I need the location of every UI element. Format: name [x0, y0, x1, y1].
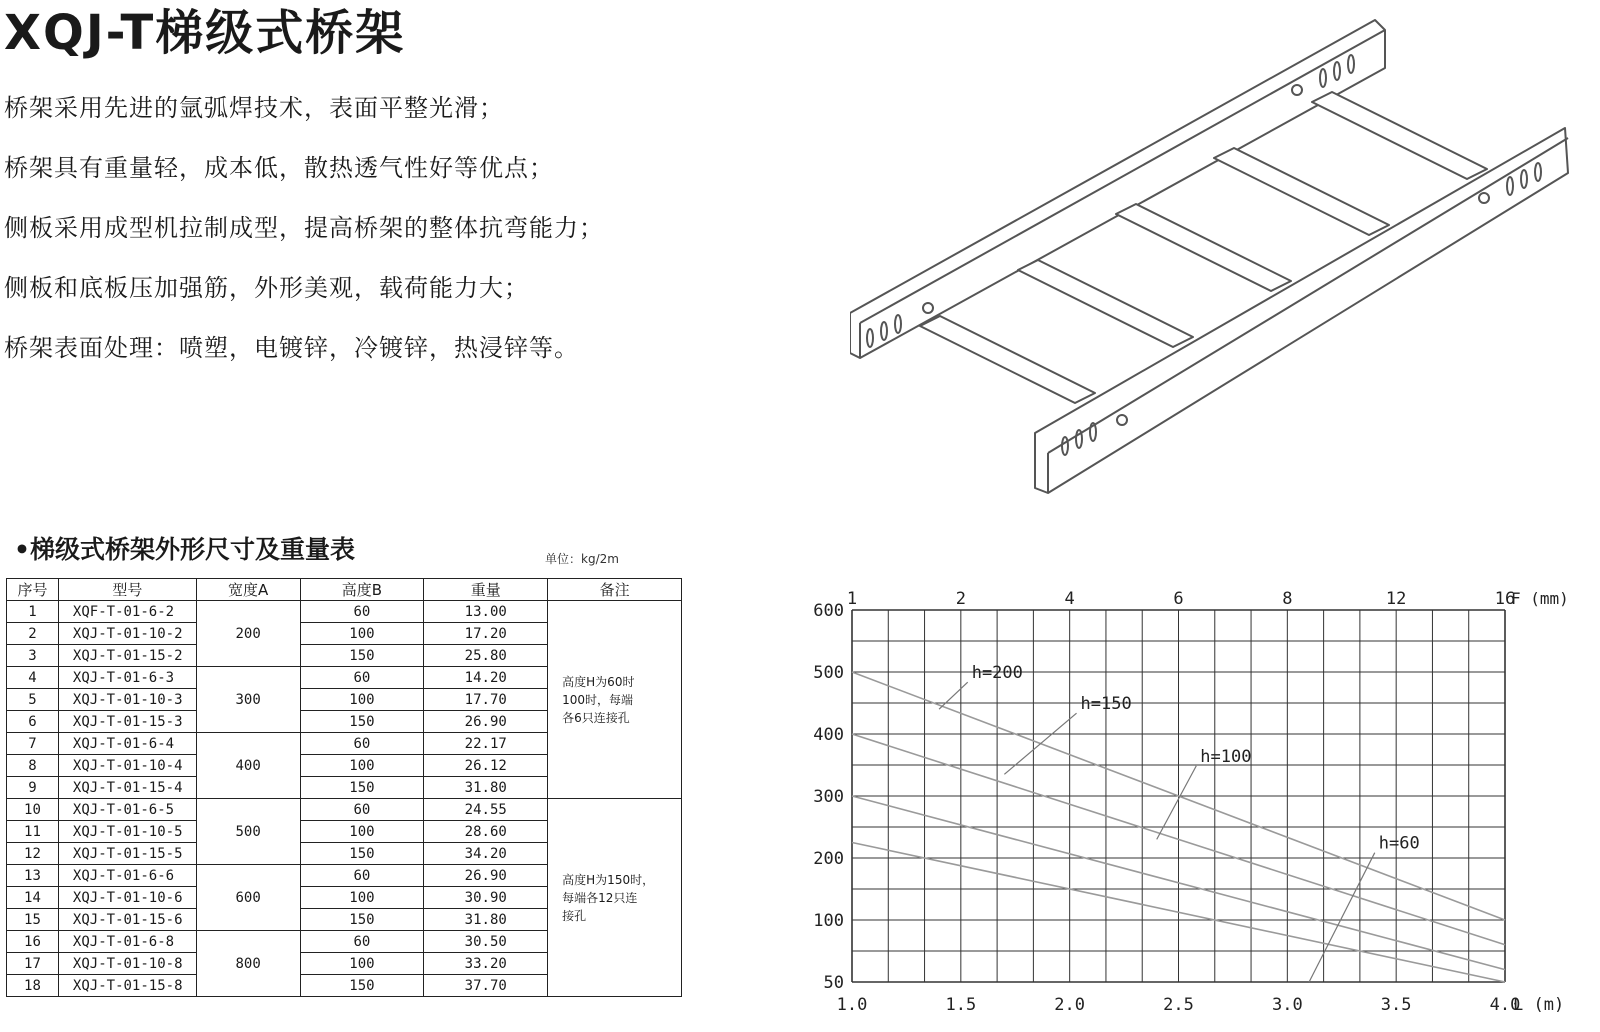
table-row — [7, 799, 682, 821]
row-number-cell: 9 — [7, 777, 59, 799]
remark-line: 各6只连接孔 — [562, 710, 630, 725]
feature-item: 桥架表面处理：喷塑，电镀锌，冷镀锌，热浸锌等。 — [4, 334, 579, 362]
row-number-cell: 14 — [7, 887, 59, 909]
remark-line: 100时，每端 — [562, 692, 634, 707]
row-number-cell: 6 — [7, 711, 59, 733]
height-cell: 100 — [300, 887, 424, 909]
feature-item: 桥架具有重量轻，成本低，散热透气性好等优点； — [4, 154, 554, 182]
y-tick-label: 500 — [813, 663, 844, 683]
column-header: 重量 — [424, 579, 548, 601]
model-cell: XQJ-T-01-15-3 — [58, 711, 196, 733]
weight-cell: 26.90 — [424, 711, 548, 733]
top-axis-label: F (mm) — [1511, 590, 1569, 608]
height-cell: 60 — [300, 799, 424, 821]
top-tick-label: 1 — [846, 590, 858, 609]
width-cell: 200 — [196, 601, 300, 667]
model-cell: XQJ-T-01-10-6 — [58, 887, 196, 909]
model-cell: XQJ-T-01-15-8 — [58, 975, 196, 997]
weight-cell: 31.80 — [424, 909, 548, 931]
width-cell: 600 — [196, 865, 300, 931]
height-cell: 100 — [300, 623, 424, 645]
series-label: h=100 — [1200, 746, 1252, 767]
row-number-cell: 18 — [7, 975, 59, 997]
row-number-cell: 11 — [7, 821, 59, 843]
feature-item: 侧板和底板压加强筋，外形美观，载荷能力大； — [4, 274, 529, 302]
weight-cell: 17.70 — [424, 689, 548, 711]
weight-cell: 17.20 — [424, 623, 548, 645]
table-row — [7, 601, 682, 623]
model-cell: XQJ-T-01-15-6 — [58, 909, 196, 931]
weight-cell: 30.50 — [424, 931, 548, 953]
deflection-chart — [810, 590, 1570, 1020]
height-cell: 100 — [300, 821, 424, 843]
row-number-cell: 2 — [7, 623, 59, 645]
row-number-cell: 12 — [7, 843, 59, 865]
height-cell: 60 — [300, 601, 424, 623]
top-tick-label: 12 — [1385, 590, 1407, 609]
row-number-cell: 13 — [7, 865, 59, 887]
feature-list — [4, 78, 604, 378]
series-label: h=200 — [971, 663, 1023, 684]
y-tick-label: 600 — [813, 601, 844, 621]
width-cell: 800 — [196, 931, 300, 997]
column-header: 高度B — [300, 579, 424, 601]
remark-cell — [548, 601, 682, 799]
height-cell: 100 — [300, 953, 424, 975]
row-number-cell: 10 — [7, 799, 59, 821]
height-cell: 100 — [300, 689, 424, 711]
column-header: 序号 — [7, 579, 59, 601]
height-cell: 60 — [300, 931, 424, 953]
model-cell: XQF-T-01-6-2 — [58, 601, 196, 623]
height-cell: 150 — [300, 711, 424, 733]
ladder-tray-illustration — [850, 8, 1580, 498]
model-cell: XQJ-T-01-6-4 — [58, 733, 196, 755]
model-cell: XQJ-T-01-15-4 — [58, 777, 196, 799]
row-number-cell: 16 — [7, 931, 59, 953]
y-tick-label: 100 — [813, 911, 844, 931]
weight-cell: 26.90 — [424, 865, 548, 887]
weight-cell: 25.80 — [424, 645, 548, 667]
row-number-cell: 3 — [7, 645, 59, 667]
y-tick-label: 200 — [813, 849, 844, 869]
table-unit: 单位：kg/2m — [545, 552, 619, 566]
height-cell: 60 — [300, 865, 424, 887]
x-tick-label: 4.0 — [1489, 995, 1521, 1015]
remark-line: 高度H为60时 — [562, 674, 635, 689]
weight-cell: 14.20 — [424, 667, 548, 689]
column-header: 备注 — [548, 579, 682, 601]
x-axis-label: L (m) — [1513, 995, 1565, 1015]
series-label: h=60 — [1378, 833, 1420, 854]
series-leader-line — [1309, 853, 1375, 982]
height-cell: 60 — [300, 667, 424, 689]
height-cell: 150 — [300, 975, 424, 997]
series-leader-line — [1157, 766, 1197, 840]
row-number-cell: 4 — [7, 667, 59, 689]
model-cell: XQJ-T-01-6-5 — [58, 799, 196, 821]
x-tick-label: 2.0 — [1054, 995, 1086, 1015]
remark-line: 每端各12只连 — [562, 890, 638, 905]
row-number-cell: 17 — [7, 953, 59, 975]
row-number-cell: 7 — [7, 733, 59, 755]
spec-table — [6, 578, 682, 997]
series-leader-line — [939, 682, 968, 709]
model-cell: XQJ-T-01-6-8 — [58, 931, 196, 953]
column-header: 型号 — [58, 579, 196, 601]
top-tick-label: 16 — [1494, 590, 1516, 609]
x-tick-label: 1.5 — [945, 995, 977, 1015]
column-header: 宽度A — [196, 579, 300, 601]
weight-cell: 30.90 — [424, 887, 548, 909]
model-cell: XQJ-T-01-10-2 — [58, 623, 196, 645]
weight-cell: 37.70 — [424, 975, 548, 997]
page-title: XQJ-T梯级式桥架 — [4, 5, 406, 61]
weight-cell: 31.80 — [424, 777, 548, 799]
row-number-cell: 1 — [7, 601, 59, 623]
model-cell: XQJ-T-01-15-5 — [58, 843, 196, 865]
row-number-cell: 8 — [7, 755, 59, 777]
width-cell: 500 — [196, 799, 300, 865]
table-header-row — [7, 579, 682, 601]
weight-cell: 22.17 — [424, 733, 548, 755]
model-cell: XQJ-T-01-15-2 — [58, 645, 196, 667]
y-tick-label: 300 — [813, 787, 844, 807]
x-tick-label: 1.0 — [836, 995, 868, 1015]
model-cell: XQJ-T-01-6-6 — [58, 865, 196, 887]
model-cell: XQJ-T-01-10-8 — [58, 953, 196, 975]
row-number-cell: 5 — [7, 689, 59, 711]
x-tick-label: 2.5 — [1163, 995, 1194, 1015]
remark-line: 高度H为150时， — [562, 872, 655, 887]
weight-cell: 34.20 — [424, 843, 548, 865]
height-cell: 150 — [300, 645, 424, 667]
model-cell: XQJ-T-01-6-3 — [58, 667, 196, 689]
remark-cell — [548, 799, 682, 997]
model-cell: XQJ-T-01-10-3 — [58, 689, 196, 711]
row-number-cell: 15 — [7, 909, 59, 931]
weight-cell: 24.55 — [424, 799, 548, 821]
x-tick-label: 3.0 — [1271, 995, 1303, 1015]
weight-cell: 33.20 — [424, 953, 548, 975]
height-cell: 100 — [300, 755, 424, 777]
top-tick-label: 8 — [1282, 590, 1293, 609]
feature-item: 侧板采用成型机拉制成型，提高桥架的整体抗弯能力； — [4, 214, 604, 242]
y-tick-label: 400 — [813, 725, 844, 745]
height-cell: 150 — [300, 843, 424, 865]
height-cell: 60 — [300, 733, 424, 755]
model-cell: XQJ-T-01-10-5 — [58, 821, 196, 843]
remark-line: 接孔 — [562, 908, 587, 923]
weight-cell: 28.60 — [424, 821, 548, 843]
table-title: •梯级式桥架外形尺寸及重量表 — [14, 535, 355, 564]
height-cell: 150 — [300, 777, 424, 799]
weight-cell: 26.12 — [424, 755, 548, 777]
model-cell: XQJ-T-01-10-4 — [58, 755, 196, 777]
height-cell: 150 — [300, 909, 424, 931]
x-tick-label: 3.5 — [1380, 995, 1412, 1015]
width-cell: 400 — [196, 733, 300, 799]
top-tick-label: 6 — [1173, 590, 1184, 609]
width-cell: 300 — [196, 667, 300, 733]
weight-cell: 13.00 — [424, 601, 548, 623]
y-tick-label: 50 — [823, 973, 844, 993]
series-label: h=150 — [1080, 694, 1132, 715]
top-tick-label: 4 — [1064, 590, 1075, 609]
feature-item: 桥架采用先进的氩弧焊技术，表面平整光滑； — [4, 94, 504, 122]
top-tick-label: 2 — [955, 590, 966, 609]
